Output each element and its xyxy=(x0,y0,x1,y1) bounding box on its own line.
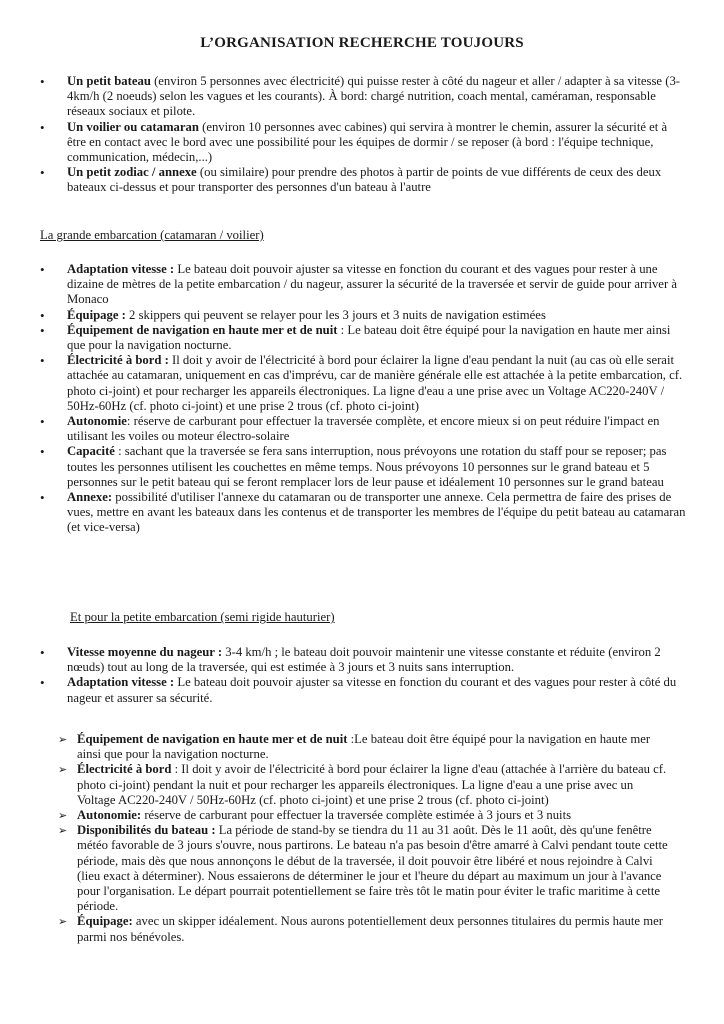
bullet-icon: • xyxy=(40,74,45,89)
list-item xyxy=(0,353,724,414)
arrow-bullet-icon: ➢ xyxy=(58,916,68,929)
item-bold: Équipement de navigation en haute mer et de nuit xyxy=(77,732,348,746)
item-bold: Un petit bateau xyxy=(67,74,151,88)
item-text: :Le bateau doit être équipé pour la navigation en haute mer ainsi que pour la navigation nocturne. xyxy=(77,732,651,762)
bullet-icon: • xyxy=(40,645,45,660)
arrow-bullet-icon: ➢ xyxy=(58,810,68,823)
item-text: Il doit y avoir de l'électricité à bord pour éclairer la ligne d'eau pendant la nuit (au cas où elle serait attachée au catamaran, uniquement en cas d'imprévu, car de manière générale elle est attachée à la petite embarcation, cf. photo ci-joint) et pour recharger les appareils électroniques. La ligne d'eau a une prise avec un Voltage AC220-240V / 50Hz-60Hz (cf. photo ci-joint) et une prise 2 trous (cf. photo ci-joint) xyxy=(67,353,683,413)
item-bold: Électricité à bord xyxy=(77,762,172,777)
list-item xyxy=(0,808,724,823)
item-text: réserve de carburant pour effectuer la traversée complète estimée à 3 jours et 3 nuits xyxy=(141,808,572,823)
bullet-icon: • xyxy=(40,262,45,277)
intro-list xyxy=(0,74,724,196)
bullet-icon: • xyxy=(40,444,45,460)
section-heading-large: La grande embarcation (catamaran / voilier) xyxy=(40,228,264,242)
item-text: : sachant que la traversée se fera sans interruption, nous prévoyons une rotation du staff pour se reposer; pas toutes les personnes utilisent les couchettes en même temps. Nous prévoyons 10 personnes sur le grand bateau et 5 personnes sur le petit bateau qui se feront remplacer lors de leur pause et idéalement 10 personnes sur le grand bateau xyxy=(67,444,667,489)
item-bold: Capacité xyxy=(67,444,115,459)
item-bold: Électricité à bord : xyxy=(67,353,169,368)
small-boat-arrow-list xyxy=(0,732,724,945)
item-text: La période de stand-by se tiendra du 11 au 31 août. Dès le 11 août, dès qu'une fenêtre météo favorable de 3 jours s'ouvre, nous partirons. Le bateau n'a pas besoin d'être amarré à Calvi pendant toute cette période, mais dès que nous annonçons le début de la traversée, il doit pouvoir être libéré et nous rejoindre à Calvi (lieu exact à déterminer). Nous essaierons de déterminer le jour et l'heure du départ au maximum un jour à l'avance pour l'organisation. Le départ pourrait potentiellement se faire très tôt le matin pour éviter le trafic maritime à cette période. xyxy=(77,823,668,914)
item-bold: Autonomie xyxy=(67,414,127,429)
item-text: Le bateau doit pouvoir ajuster sa vitesse en fonction du courant et des vagues pour rester à côté du nageur et assurer sa sécurité. xyxy=(67,675,677,705)
item-bold: Annexe: xyxy=(67,490,113,505)
item-text: (environ 5 personnes avec électricité) qui puisse rester à côté du nageur et aller / adapter à sa vitesse (3-4km/h (2 noeuds) selon les vagues et les courants). À bord: chargé nutrition, coach mental, caméraman, responsable réseaux sociaux et pilote. xyxy=(67,74,681,119)
item-bold: Un petit zodiac / annexe xyxy=(67,165,197,180)
bullet-icon: • xyxy=(40,307,45,323)
intro-item xyxy=(0,120,724,166)
list-item xyxy=(0,914,724,944)
list-item xyxy=(0,490,724,536)
item-text: avec un skipper idéalement. Nous aurons potentiellement deux personnes titulaires du permis haute mer parmi nos bénévoles. xyxy=(77,914,663,944)
bullet-icon: • xyxy=(40,414,45,430)
arrow-bullet-icon: ➢ xyxy=(58,825,68,838)
item-text: (ou similaire) pour prendre des photos à partir de points de vue différents de ceux des deux bateaux ci-dessus et pour transporter des personnes d'un bateau à l'autre xyxy=(67,165,662,195)
item-bold: Disponibilités du bateau : xyxy=(77,823,216,838)
item-bold: Équipage: xyxy=(77,914,133,929)
item-bold: Un voilier ou catamaran xyxy=(67,119,199,134)
bullet-icon: • xyxy=(40,353,45,369)
list-item xyxy=(0,308,724,323)
item-bold: Adaptation vitesse : xyxy=(67,675,175,690)
item-bold: Équipage : xyxy=(67,307,126,322)
document-title: L’ORGANISATION RECHERCHE TOUJOURS xyxy=(200,35,524,51)
bullet-icon: • xyxy=(40,322,45,338)
item-bold: Autonomie: xyxy=(77,808,142,823)
bullet-icon: • xyxy=(40,675,45,691)
item-text: : réserve de carburant pour effectuer la traversée complète, et encore mieux si on peut réduire l'impact en utilisant les voiles ou moteur électro-solaire xyxy=(67,414,660,444)
item-text: possibilité d'utiliser l'annexe du catamaran ou de transporter une annexe. Cela permettra de faire des prises de vues, mettre en avant les bateaux dans les contenus et de transporter les membres de l'équipe du petit bateau au catamaran (et vice-versa) xyxy=(67,490,686,535)
item-bold: Adaptation vitesse : xyxy=(67,262,175,276)
item-text: Le bateau doit pouvoir ajuster sa vitesse en fonction du courant et des vagues pour rester à une dizaine de mètres de la petite embarcation / du nageur, assurer la sécurité de la traversée et servir de guide pour arriver à Monaco xyxy=(67,262,677,307)
list-item xyxy=(0,645,724,675)
list-item xyxy=(0,675,724,705)
bullet-icon: • xyxy=(40,165,45,181)
section-heading-small: Et pour la petite embarcation (semi rigide hauturier) xyxy=(70,610,335,624)
list-item xyxy=(0,414,724,444)
item-bold: Vitesse moyenne du nageur : xyxy=(67,645,223,659)
intro-item xyxy=(0,165,724,195)
list-item xyxy=(0,732,724,762)
intro-item xyxy=(0,74,724,120)
bullet-icon: • xyxy=(40,490,45,506)
item-text: 2 skippers qui peuvent se relayer pour les 3 jours et 3 nuits de navigation estimées xyxy=(125,307,546,322)
small-boat-list xyxy=(0,645,724,706)
arrow-bullet-icon: ➢ xyxy=(58,734,68,746)
item-text: : Le bateau doit être équipé pour la navigation en haute mer ainsi que pour la navigation nocturne. xyxy=(67,322,671,353)
item-text: : Il doit y avoir de l'électricité à bord pour éclairer la ligne d'eau (attachée à l'arrière du bateau cf. photo ci-joint) pendant la nuit et pour recharger les appareils électroniques. La ligne d'eau a une prise avec un Voltage AC220-240V / 50Hz-60Hz (cf. photo ci-joint) et une prise 2 trous (cf. photo ci-joint) xyxy=(77,762,667,807)
bullet-icon: • xyxy=(40,119,45,135)
list-item xyxy=(0,444,724,490)
item-text: (environ 10 personnes avec cabines) qui servira à montrer le chemin, assurer la sécurité et à être en contact avec le bord avec une possibilité pour les équipes de dormir / se reposer (à bord : l'équipe technique, communication, médecin,...) xyxy=(67,119,668,165)
item-bold: Équipement de navigation en haute mer et de nuit xyxy=(67,322,338,337)
list-item xyxy=(0,262,724,308)
arrow-bullet-icon: ➢ xyxy=(58,764,68,777)
list-item xyxy=(0,323,724,353)
list-item xyxy=(0,823,724,914)
item-text: 3-4 km/h ; le bateau doit pouvoir maintenir une vitesse constante et réduite (environ 2 nœuds) tout au long de la traversée, qui est estimée à 3 jours et 3 nuits sans interruption. xyxy=(67,645,661,675)
large-boat-list xyxy=(0,262,724,536)
list-item xyxy=(0,762,724,808)
